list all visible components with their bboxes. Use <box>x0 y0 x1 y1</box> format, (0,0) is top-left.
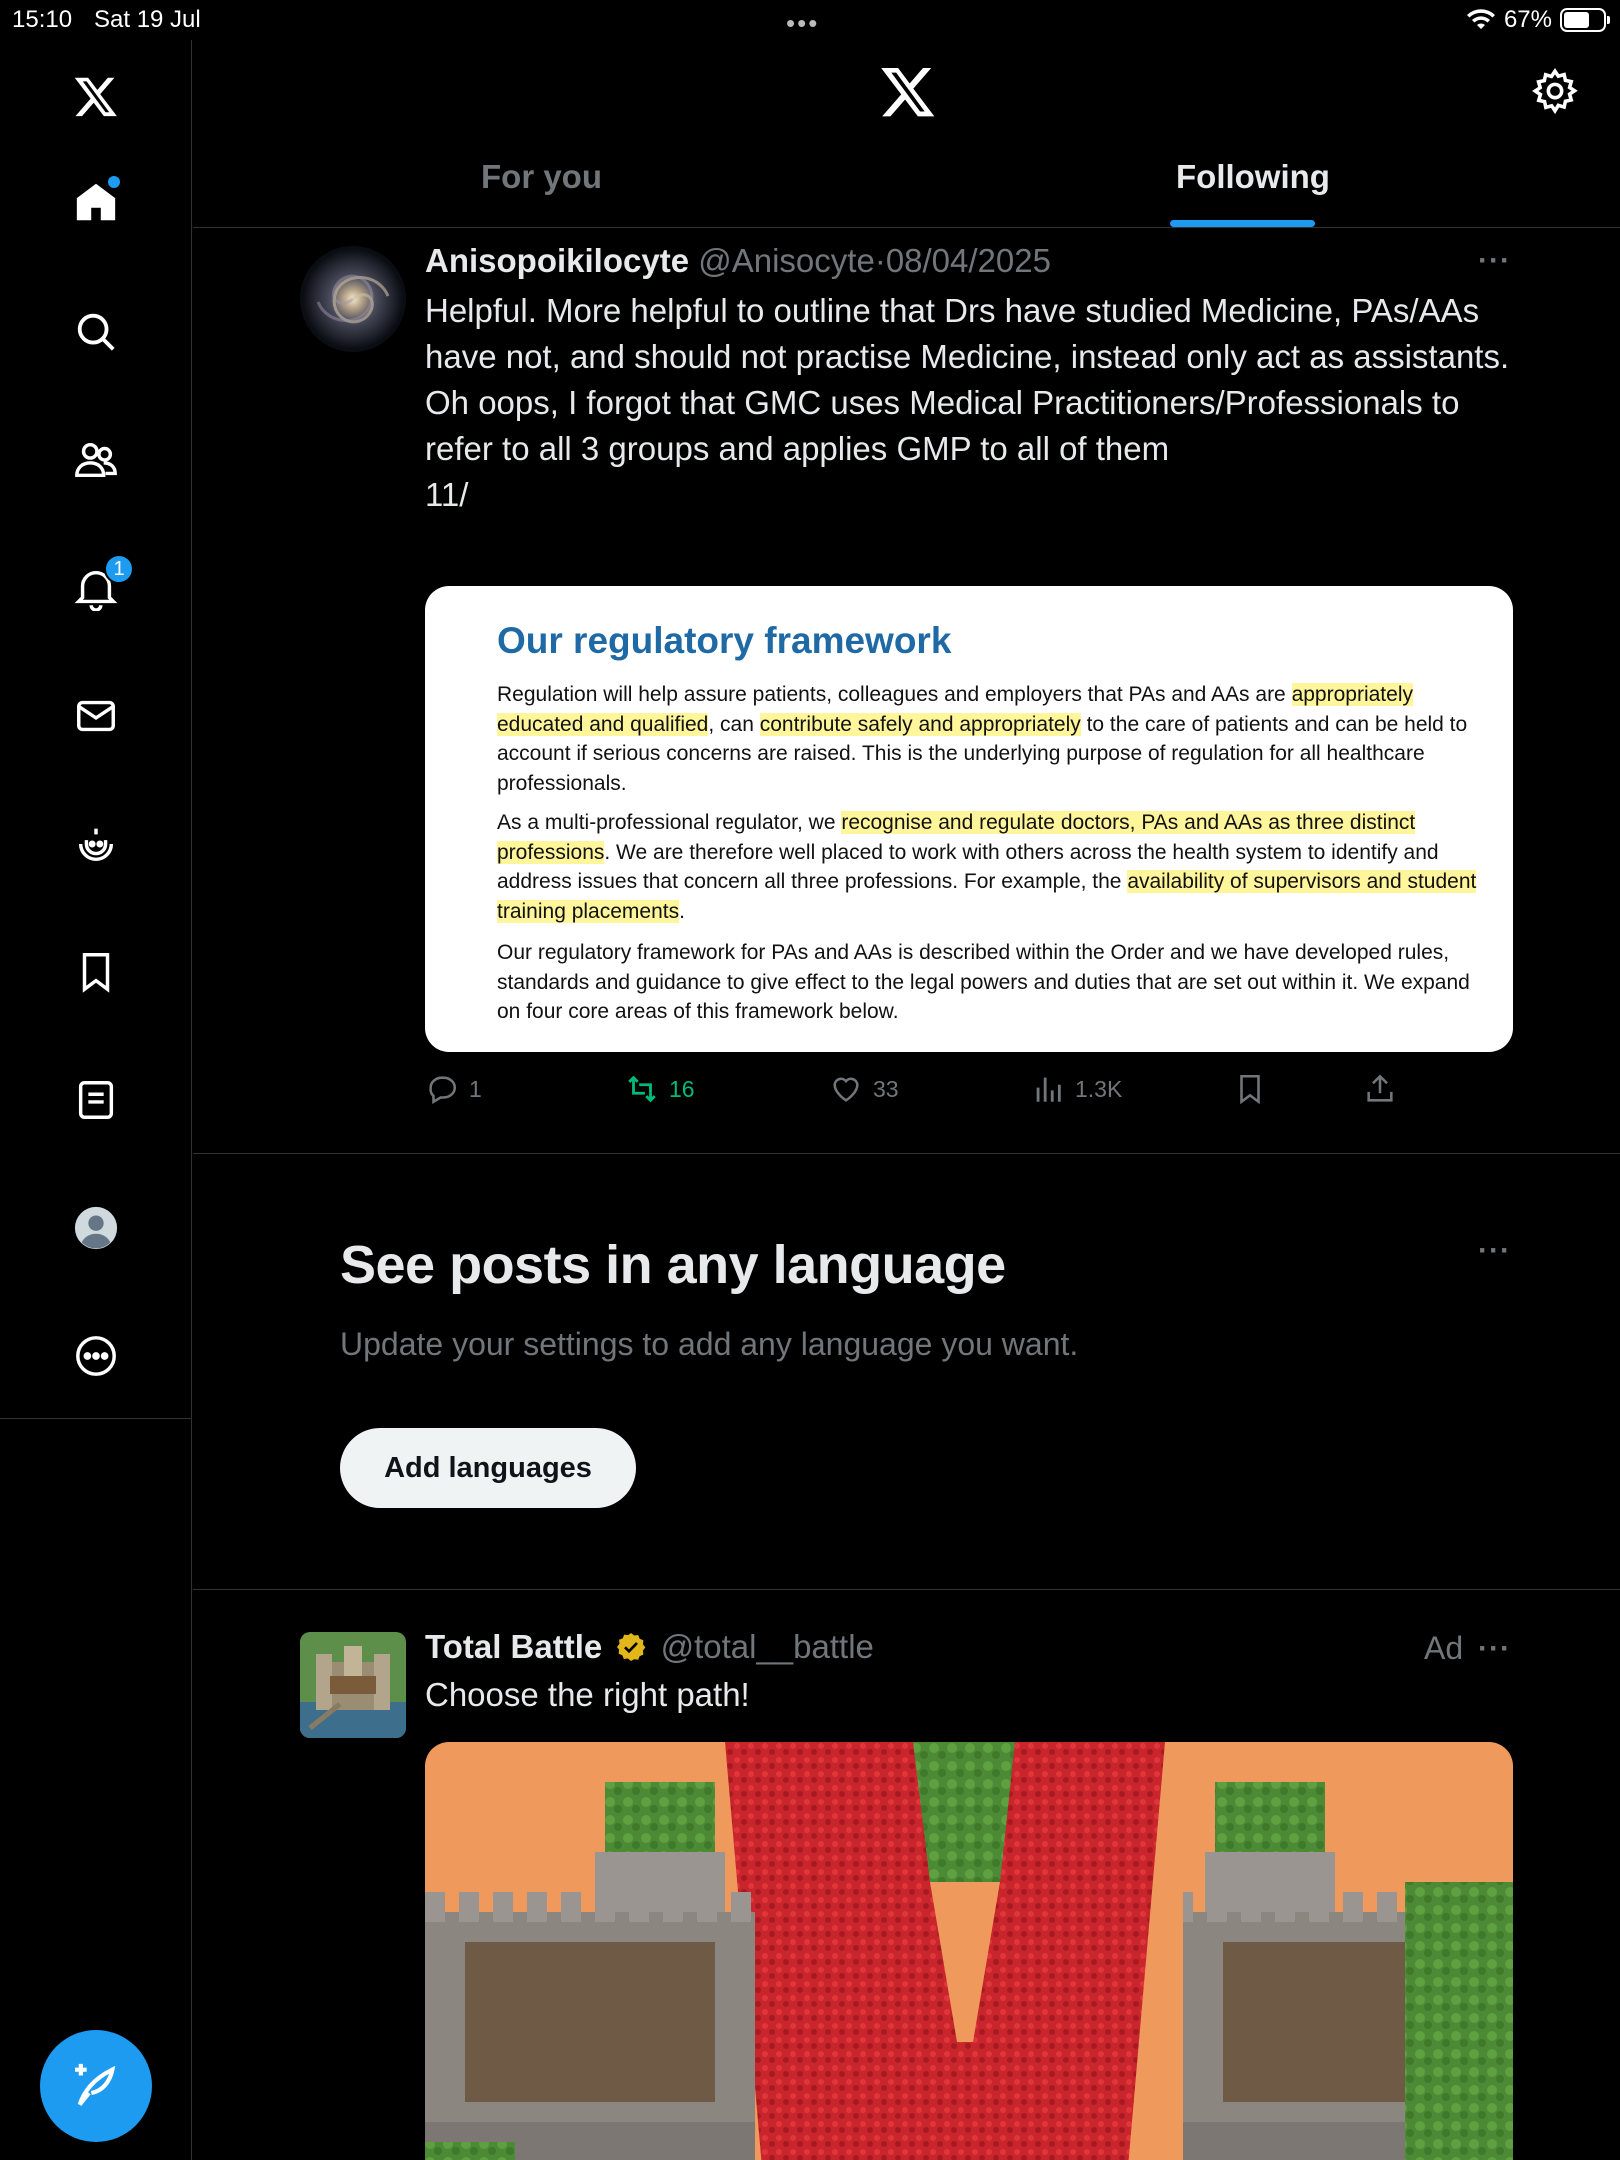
status-bar <box>0 0 1620 40</box>
doc-text: , can <box>708 712 760 736</box>
feed-separator <box>193 1153 1620 1154</box>
feed-separator <box>193 1589 1620 1590</box>
timeline-header <box>193 40 1620 228</box>
reply-count: 1 <box>469 1075 482 1102</box>
tweet-date[interactable]: 08/04/2025 <box>885 242 1051 279</box>
views-button[interactable] <box>1031 1072 1122 1106</box>
tweet-text-line-2: Oh oops, I forgot that GMC uses Medical Practitioners/Professionals to refer to all 3 groups and applies GMP to all of them <box>425 384 1460 467</box>
sidebar-item-profile[interactable] <box>66 1198 126 1258</box>
bookmark-icon <box>1233 1072 1267 1106</box>
notifications-badge: 1 <box>104 554 134 584</box>
sidebar-item-grok[interactable] <box>66 814 126 874</box>
compose-feather-icon <box>68 2058 124 2114</box>
doc-paragraph-2 <box>497 808 1477 926</box>
ad-more-icon[interactable]: ··· <box>1478 1632 1511 1665</box>
ad-label: Ad <box>1424 1630 1464 1666</box>
search-icon <box>73 309 119 355</box>
mail-icon <box>73 693 119 739</box>
gear-icon[interactable] <box>1530 66 1580 116</box>
doc-highlight: appropriately educated and qualified <box>497 683 1413 736</box>
sidebar-item-lists[interactable] <box>66 1070 126 1130</box>
grok-icon <box>73 821 119 867</box>
ad-media-image[interactable] <box>425 1742 1513 2160</box>
share-icon <box>1363 1072 1397 1106</box>
ad-author-avatar[interactable] <box>300 1632 406 1738</box>
like-button[interactable] <box>829 1072 899 1106</box>
sidebar <box>0 40 192 2160</box>
doc-text: As a multi-professional regulator, we <box>497 811 842 834</box>
list-icon <box>73 1077 119 1123</box>
prompt-more-icon[interactable]: ··· <box>1478 1234 1511 1267</box>
battery-percent: 67% <box>1503 6 1552 33</box>
compose-button[interactable] <box>40 2030 152 2142</box>
status-time: 15:10 <box>12 6 73 33</box>
like-count: 33 <box>873 1075 899 1102</box>
doc-text: Regulation will help assure patients, colleagues and employers that PAs and AAs are <box>497 683 1292 706</box>
tweet-dot-separator: · <box>874 242 886 279</box>
sidebar-item-notifications[interactable] <box>66 558 126 618</box>
language-prompt-subtitle: Update your settings to add any language you want. <box>340 1326 1079 1362</box>
views-chart-icon <box>1031 1072 1065 1106</box>
tweet-author-avatar[interactable] <box>300 246 406 352</box>
language-prompt-title: See posts in any language <box>340 1235 1006 1295</box>
tweet-text <box>425 288 1525 518</box>
home-unread-dot <box>108 176 120 188</box>
doc-highlight: availability of supervisors and student training placements <box>497 870 1477 923</box>
doc-highlight: recognise and regulate doctors, PAs and AAs as three distinct professions <box>497 811 1416 864</box>
view-count: 1.3K <box>1075 1075 1123 1102</box>
ad-author-name[interactable]: Total Battle <box>425 1628 603 1665</box>
ad-text: Choose the right path! <box>425 1676 750 1713</box>
sidebar-item-messages[interactable] <box>66 686 126 746</box>
tweet-header <box>425 242 1051 280</box>
doc-paragraph-3: Our regulatory framework for PAs and AAs is described within the Order and we have developed rules, standards and guidance to give effect to the legal powers and duties that are set out within it. We expand on four core areas of this framework below. <box>497 941 1470 1023</box>
sidebar-item-explore[interactable] <box>66 302 126 362</box>
bookmark-icon <box>73 949 119 995</box>
doc-title: Our regulatory framework <box>497 620 952 661</box>
tweet-more-icon[interactable]: ··· <box>1478 244 1511 277</box>
sidebar-item-more[interactable] <box>66 1326 126 1386</box>
ad-author-handle[interactable]: @total__battle <box>660 1628 874 1665</box>
wifi-icon <box>1466 8 1496 32</box>
heart-icon <box>829 1072 863 1106</box>
status-right <box>1466 6 1606 34</box>
sidebar-item-communities[interactable] <box>66 430 126 490</box>
reply-icon <box>425 1072 459 1106</box>
status-date: Sat 19 Jul <box>94 6 201 33</box>
multitask-dots-icon[interactable]: ••• <box>786 8 820 38</box>
ad-header <box>425 1628 874 1666</box>
share-button[interactable] <box>1363 1072 1397 1106</box>
tweet-author-name[interactable]: Anisopoikilocyte <box>425 242 690 279</box>
tweet-image-document[interactable] <box>425 586 1513 1052</box>
more-circle-icon <box>73 1333 119 1379</box>
tweet-text-line-3: 11/ <box>425 476 469 513</box>
add-languages-button[interactable]: Add languages <box>340 1428 636 1508</box>
doc-text: . <box>679 899 685 923</box>
repost-count: 16 <box>669 1075 695 1102</box>
repost-icon <box>625 1072 659 1106</box>
avatar-icon <box>73 1205 119 1251</box>
doc-highlight: contribute safely and appropriately <box>759 712 1081 736</box>
sidebar-item-bookmarks[interactable] <box>66 942 126 1002</box>
doc-paragraph-1 <box>497 680 1477 798</box>
repost-button[interactable] <box>625 1072 695 1106</box>
battery-icon <box>1560 8 1606 32</box>
people-icon <box>73 437 119 483</box>
tweet-author-handle[interactable]: @Anisocyte <box>698 242 875 279</box>
tab-for-you[interactable]: For you <box>481 158 602 195</box>
doc-text: . We are therefore well placed to work with others across the health system to identify and address issues that concern all three professions. For example, the <box>497 840 1439 893</box>
x-logo-icon[interactable] <box>66 66 126 126</box>
active-tab-indicator <box>1170 220 1315 227</box>
tweet-text-line-1: Helpful. More helpful to outline that Drs have studied Medicine, PAs/AAs have not, and should not practise Medicine, instead only act as assistants. <box>425 292 1510 375</box>
doc-text: to the care of patients and can be held to account if serious concerns are raised. This is the underlying purpose of regulation for all healthcare professionals. <box>497 712 1468 795</box>
bookmark-button[interactable] <box>1233 1072 1267 1106</box>
x-logo-icon[interactable] <box>879 62 937 120</box>
tab-following[interactable]: Following <box>1176 158 1330 195</box>
reply-button[interactable] <box>425 1072 482 1106</box>
verified-gold-badge-icon <box>615 1631 647 1663</box>
sidebar-divider <box>0 1418 192 1419</box>
tweet-actions <box>425 1072 1525 1112</box>
sidebar-item-home[interactable] <box>66 172 126 232</box>
